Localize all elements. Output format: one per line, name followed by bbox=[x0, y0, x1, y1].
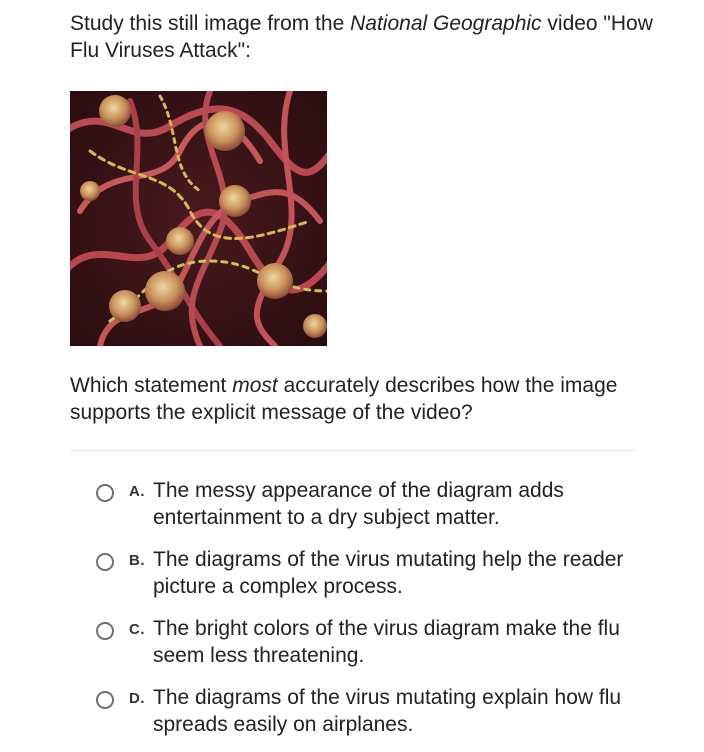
question-text-start: Which statement bbox=[70, 374, 233, 397]
question-text-end: accurately describes how the image supports the explicit message of the video? bbox=[70, 374, 618, 424]
flu-virus-still-image bbox=[70, 91, 327, 346]
choice-text[interactable]: The diagrams of the virus mutating help the reader picture a complex process. bbox=[153, 548, 624, 598]
choice-text[interactable]: The messy appearance of the diagram adds entertainment to a dry subject matter. bbox=[153, 479, 564, 529]
choice-c[interactable] bbox=[94, 614, 694, 683]
choice-letter: C. bbox=[129, 621, 145, 638]
question-intro bbox=[70, 10, 670, 64]
intro-text-start: Study this still image from the bbox=[70, 12, 351, 35]
choice-letter: B. bbox=[129, 552, 145, 569]
radio-button-d[interactable] bbox=[96, 691, 114, 709]
divider bbox=[70, 450, 635, 451]
video-source-title: National Geographic bbox=[350, 12, 542, 35]
question-emphasis: most bbox=[232, 374, 278, 397]
intro-text-end: video "How Flu Viruses Attack": bbox=[70, 12, 653, 62]
radio-button-a[interactable] bbox=[96, 484, 114, 502]
answer-choices bbox=[94, 476, 694, 752]
choice-text[interactable]: The bright colors of the virus diagram make the flu seem less threatening. bbox=[153, 617, 620, 667]
choice-text[interactable]: The diagrams of the virus mutating explain how flu spreads easily on airplanes. bbox=[153, 686, 622, 736]
choice-letter: D. bbox=[129, 690, 145, 707]
question-prompt bbox=[70, 372, 670, 426]
choice-letter: A. bbox=[129, 483, 145, 500]
choice-a[interactable] bbox=[94, 476, 694, 545]
radio-button-c[interactable] bbox=[96, 622, 114, 640]
choice-b[interactable] bbox=[94, 545, 694, 614]
choice-d[interactable] bbox=[94, 683, 694, 752]
radio-button-b[interactable] bbox=[96, 553, 114, 571]
